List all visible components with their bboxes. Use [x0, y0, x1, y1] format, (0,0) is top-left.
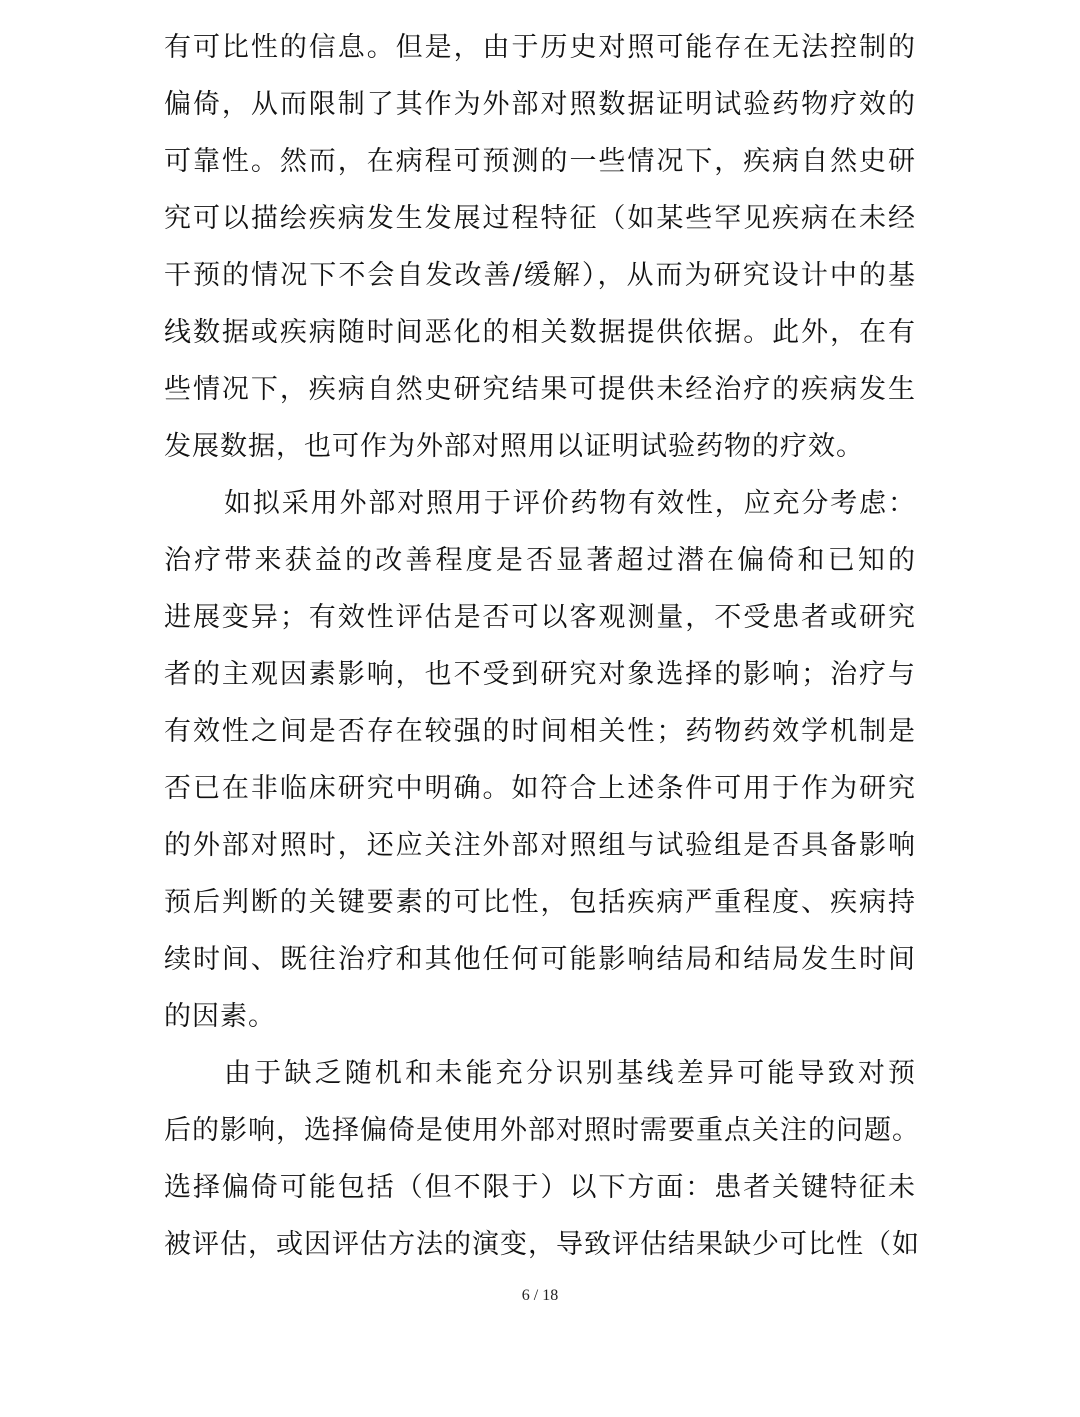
text-line: 被评估，或因评估方法的演变，导致评估结果缺少可比性（如 [164, 1229, 920, 1260]
text-line: 的因素。 [164, 1001, 276, 1032]
paragraph-first-line: 如拟采用外部对照用于评价药物有效性，应充分考虑： [224, 488, 916, 519]
text-line: 线数据或疾病随时间恶化的相关数据提供依据。此外，在有 [164, 317, 916, 348]
text-line: 续时间、既往治疗和其他任何可能影响结局和结局发生时间 [164, 944, 916, 975]
text-line: 干预的情况下不会自发改善/缓解），从而为研究设计中的基 [164, 260, 916, 291]
text-line: 治疗带来获益的改善程度是否显著超过潜在偏倚和已知的 [164, 545, 916, 576]
text-line: 有可比性的信息。但是，由于历史对照可能存在无法控制的 [164, 32, 916, 63]
page-number: 6 / 18 [521, 1287, 559, 1304]
text-line: 者的主观因素影响，也不受到研究对象选择的影响；治疗与 [164, 659, 916, 690]
text-line: 偏倚，从而限制了其作为外部对照数据证明试验药物疗效的 [164, 89, 916, 120]
text-line: 可靠性。然而，在病程可预测的一些情况下，疾病自然史研 [164, 146, 916, 177]
text-line: 的外部对照时，还应关注外部对照组与试验组是否具备影响 [164, 830, 916, 861]
text-line: 后的影响，选择偏倚是使用外部对照时需要重点关注的问题。 [164, 1115, 920, 1146]
text-line: 否已在非临床研究中明确。如符合上述条件可用于作为研究 [164, 773, 916, 804]
text-line: 些情况下，疾病自然史研究结果可提供未经治疗的疾病发生 [164, 374, 916, 405]
text-line: 发展数据，也可作为外部对照用以证明试验药物的疗效。 [164, 431, 864, 462]
text-line: 预后判断的关键要素的可比性，包括疾病严重程度、疾病持 [164, 887, 916, 918]
text-line: 进展变异；有效性评估是否可以客观测量，不受患者或研究 [164, 602, 916, 633]
paragraph-first-line: 由于缺乏随机和未能充分识别基线差异可能导致对预 [224, 1058, 916, 1089]
text-line: 究可以描绘疾病发生发展过程特征（如某些罕见疾病在未经 [164, 203, 916, 234]
text-line: 有效性之间是否存在较强的时间相关性；药物药效学机制是 [164, 716, 916, 747]
text-line: 选择偏倚可能包括（但不限于）以下方面：患者关键特征未 [164, 1172, 916, 1203]
